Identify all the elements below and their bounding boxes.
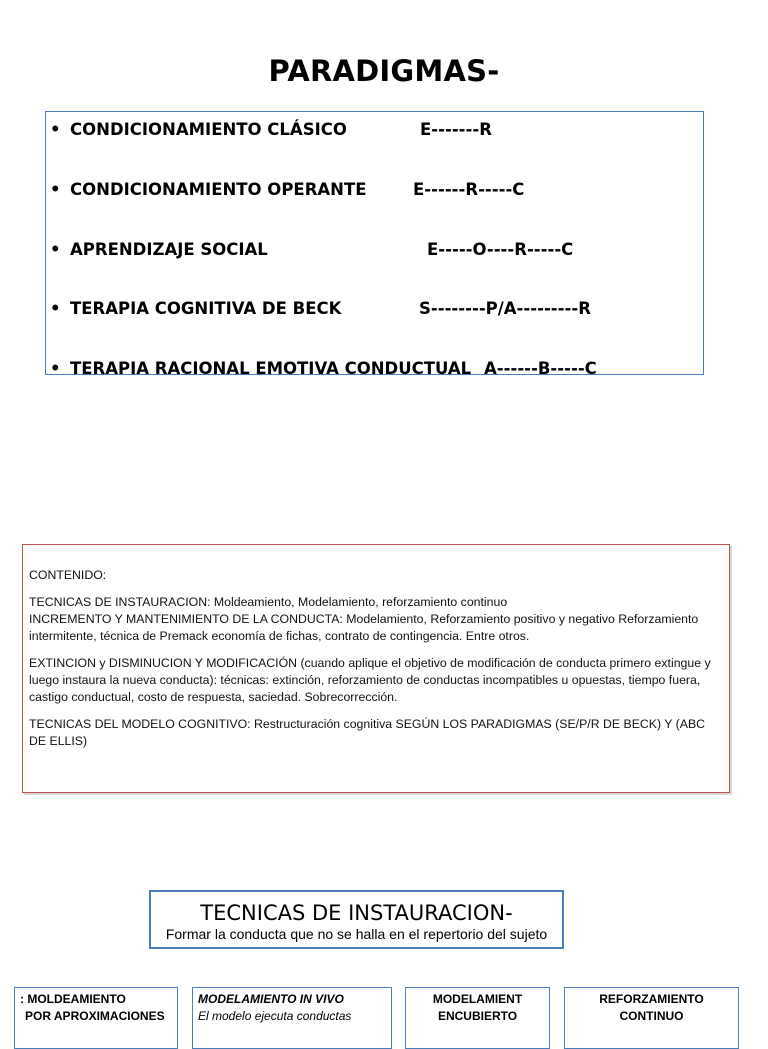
modelamiento-encubierto-box <box>405 987 550 1049</box>
paradigm-label: APRENDIZAJE SOCIAL <box>70 240 268 259</box>
bullet-icon: • <box>50 180 61 199</box>
box-line: REFORZAMIENTO <box>599 992 704 1006</box>
paradigm-formula: E-----O----R-----C <box>427 240 574 259</box>
content-line: INCREMENTO Y MANTENIMIENTO DE LA CONDUCTA: Modelamiento, Reforzamiento positivo y negativo Reforzamiento intermitente, técnica de Premack economía de fichas, contrato de contingencia. Entre otros. <box>29 612 699 643</box>
content-paragraph: TECNICAS DEL MODELO COGNITIVO: Restructuración cognitiva SEGÚN LOS PARADIGMAS (SE/P/R DE BECK) Y (ABC DE ELLIS) <box>29 717 706 748</box>
box-line: POR APROXIMACIONES <box>25 1009 165 1023</box>
content-box <box>22 544 730 793</box>
box-line: : MOLDEAMIENTO <box>20 992 126 1006</box>
paradigm-row <box>46 115 703 145</box>
paradigm-formula: E-------R <box>420 120 492 139</box>
paradigm-row <box>46 175 703 205</box>
page-title: PARADIGMAS- <box>268 54 500 88</box>
box-line: CONTINUO <box>619 1009 684 1023</box>
paradigm-formula: S--------P/A---------R <box>419 299 591 318</box>
content-paragraph: EXTINCION y DISMINUCION Y MODIFICACIÓN (cuando aplique el objetivo de modificación de conducta primero extingue y luego instaura la nueva conducta): técnicas: extinción, reforzamiento de conductas incompatibles u opuestas, tiempo fuera, castigo conductual, costo de respuesta, saciedad. Sobrecorrección. <box>29 656 711 704</box>
tecnicas-box <box>149 890 564 949</box>
paradigms-box <box>45 111 704 375</box>
bullet-icon: • <box>50 359 61 375</box>
reforzamiento-continuo-box <box>564 987 739 1049</box>
paradigm-label: TERAPIA COGNITIVA DE BECK <box>70 299 342 318</box>
content-heading: CONTENIDO: <box>29 568 107 582</box>
paradigm-label: CONDICIONAMIENTO CLÁSICO <box>70 120 347 139</box>
content-line: TECNICAS DE INSTAURACION: Moldeamiento, Modelamiento, reforzamiento continuo <box>29 595 508 609</box>
bullet-icon: • <box>50 120 61 139</box>
bullet-icon: • <box>50 240 61 259</box>
paradigm-label: TERAPIA RACIONAL EMOTIVA CONDUCTUAL <box>70 359 472 375</box>
paradigm-row <box>46 235 703 265</box>
tecnicas-title: TECNICAS DE INSTAURACION- <box>200 901 513 925</box>
modelamiento-in-vivo-box <box>192 987 392 1049</box>
paradigm-row <box>46 354 703 375</box>
tecnicas-subtitle: Formar la conducta que no se halla en el repertorio del sujeto <box>165 926 548 942</box>
box-line: MODELAMIENT <box>432 992 523 1006</box>
moldeamiento-box <box>14 987 178 1049</box>
box-line: El modelo ejecuta conductas <box>198 1009 352 1023</box>
paradigm-formula: E------R-----C <box>413 180 525 199</box>
content-paragraph <box>29 594 723 645</box>
paradigm-formula: A------B-----C <box>484 359 597 375</box>
paradigm-row <box>46 294 703 324</box>
box-line: ENCUBIERTO <box>437 1009 518 1023</box>
box-line: MODELAMIENTO IN VIVO <box>198 992 344 1006</box>
bullet-icon: • <box>50 299 61 318</box>
paradigm-label: CONDICIONAMIENTO OPERANTE <box>70 180 367 199</box>
